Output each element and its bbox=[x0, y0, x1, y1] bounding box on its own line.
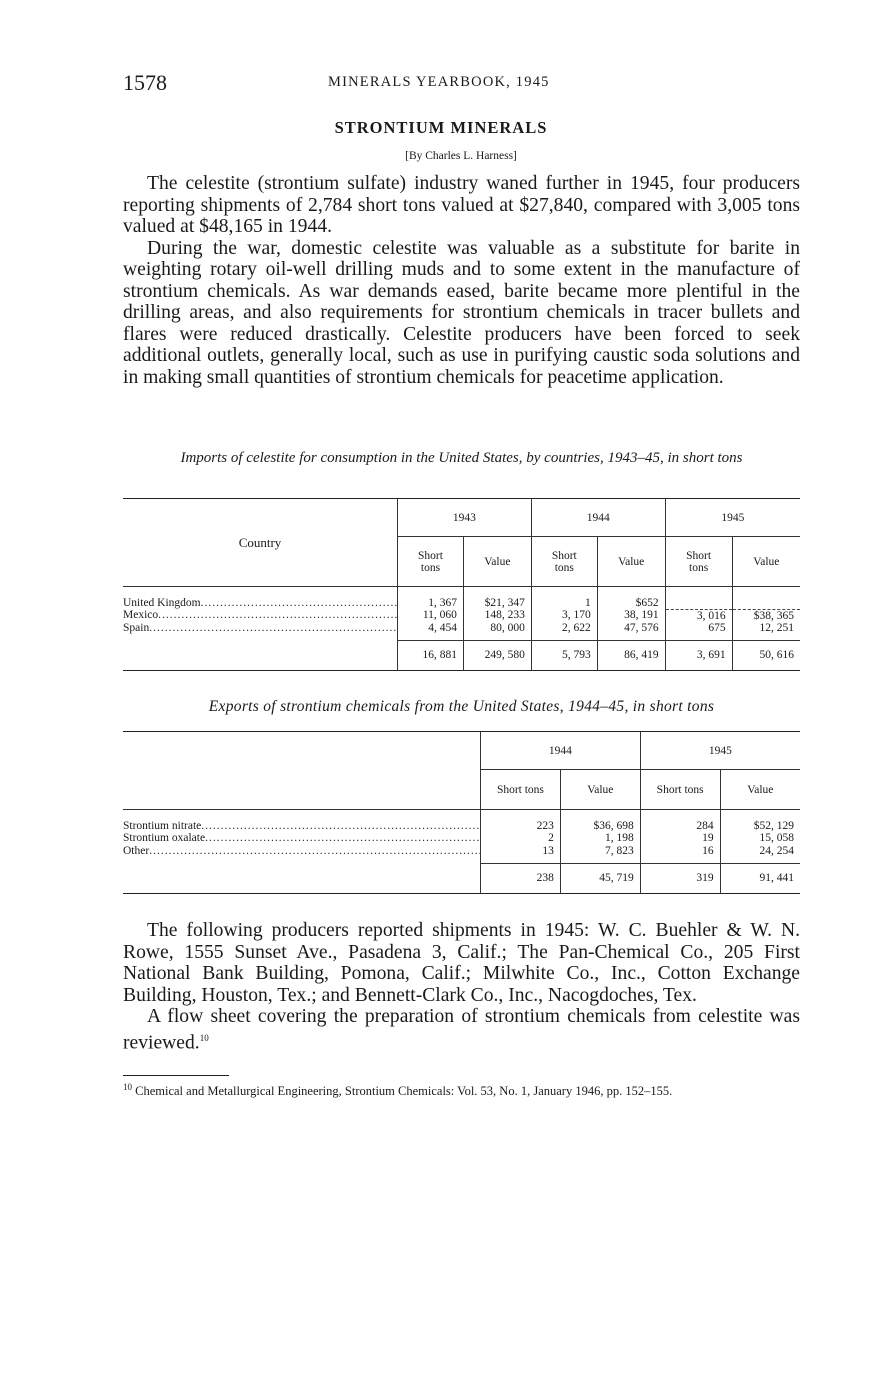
row-label: Strontium nitrate ..... bbox=[123, 820, 481, 833]
cell bbox=[665, 597, 732, 610]
table-row bbox=[123, 832, 800, 845]
row-label: Other ..... bbox=[123, 845, 481, 858]
cell: $38, 365 bbox=[732, 609, 800, 622]
paragraph bbox=[123, 1006, 800, 1054]
exports-table-caption: Exports of strontium chemicals from the United States, 1944–45, in short tons bbox=[208, 698, 715, 715]
year-header: 1945 bbox=[640, 732, 800, 770]
paragraph: During the war, domestic celestite was valuable as a substitute for barite in weighting rotary oil-well drilling muds and to some extent in the manufacture of strontium chemicals. As war demands eased, barite became more plentiful in the drilling areas, and also requirements for strontium chemicals in tracer bullets and flares were reduced drastically. Celestite producers have been forced to seek additional outlets, generally local, such as use in purifying caustic soda solutions and in making small quantities of strontium chemicals for peacetime application. bbox=[123, 237, 800, 388]
row-label: Spain ..... bbox=[123, 622, 398, 635]
cell: 1 bbox=[531, 597, 597, 610]
total-cell: 5, 793 bbox=[531, 641, 597, 671]
article-byline: [By Charles L. Harness] bbox=[405, 150, 517, 162]
table-row bbox=[123, 609, 800, 622]
cell: 13 bbox=[481, 845, 561, 858]
country-header: Country bbox=[123, 499, 398, 587]
year-header: 1944 bbox=[531, 499, 665, 537]
closing-text bbox=[123, 920, 800, 1054]
value-header: Value bbox=[560, 770, 640, 810]
paragraph: The celestite (strontium sulfate) industry waned further in 1945, four producers reporting shipments of 2,784 short tons valued at $27,840, compared with 3,005 tons valued at $48,165 in 1944. bbox=[123, 173, 800, 237]
row-label: United Kingdom ..... bbox=[123, 597, 398, 610]
total-cell: 50, 616 bbox=[732, 641, 800, 671]
cell: 24, 254 bbox=[720, 845, 800, 858]
paragraph-text: A flow sheet covering the preparation of strontium chemicals from celestite was reviewed. bbox=[123, 1006, 800, 1054]
cell: 284 bbox=[640, 820, 720, 833]
table-row bbox=[123, 622, 800, 635]
article-title: STRONTIUM MINERALS bbox=[334, 118, 548, 137]
cell bbox=[732, 597, 800, 610]
cell: $52, 129 bbox=[720, 820, 800, 833]
cell: $652 bbox=[597, 597, 665, 610]
year-header: 1943 bbox=[398, 499, 532, 537]
table-row bbox=[123, 597, 800, 610]
cell: 38, 191 bbox=[597, 609, 665, 622]
cell: 12, 251 bbox=[732, 622, 800, 635]
row-label: Mexico ..... bbox=[123, 609, 398, 622]
table-row bbox=[123, 820, 800, 833]
total-cell: 319 bbox=[640, 863, 720, 893]
table-row bbox=[123, 845, 800, 858]
total-cell: 249, 580 bbox=[463, 641, 531, 671]
cell: 675 bbox=[665, 622, 732, 635]
footnote-divider bbox=[123, 1075, 229, 1076]
cell: 15, 058 bbox=[720, 832, 800, 845]
cell: 11, 060 bbox=[398, 609, 464, 622]
cell: 1, 198 bbox=[560, 832, 640, 845]
value-header: Value bbox=[720, 770, 800, 810]
footnote bbox=[123, 1080, 800, 1098]
total-cell: 45, 719 bbox=[560, 863, 640, 893]
cell: 4, 454 bbox=[398, 622, 464, 635]
value-header: Value bbox=[732, 537, 800, 587]
short-tons-header: Short tons bbox=[398, 537, 464, 587]
cell: 1, 367 bbox=[398, 597, 464, 610]
cell: 80, 000 bbox=[463, 622, 531, 635]
cell: 223 bbox=[481, 820, 561, 833]
cell: 47, 576 bbox=[597, 622, 665, 635]
year-header: 1945 bbox=[665, 499, 800, 537]
row-label: Strontium oxalate ..... bbox=[123, 832, 481, 845]
year-header: 1944 bbox=[481, 732, 641, 770]
short-tons-header: Short tons bbox=[481, 770, 561, 810]
totals-row bbox=[123, 863, 800, 893]
page-header bbox=[123, 70, 798, 98]
cell: 3, 170 bbox=[531, 609, 597, 622]
footnote-marker: 10 bbox=[123, 1082, 132, 1092]
cell: 2, 622 bbox=[531, 622, 597, 635]
value-header: Value bbox=[597, 537, 665, 587]
footnote-ref: 10 bbox=[199, 1032, 209, 1043]
paragraph: The following producers reported shipments in 1945: W. C. Buehler & W. N. Rowe, 1555 Sunset Ave., Pasadena 3, Calif.; The Pan-Chemical Co., 205 First National Bank Building, Pomona, Calif.; Milwhite Co., Inc., Cotton Exchange Building, Houston, Tex.; and Bennett-Clark Co., Inc., Nacogdoches, Tex. bbox=[123, 920, 800, 1006]
total-cell: 238 bbox=[481, 863, 561, 893]
cell: 3, 016 bbox=[665, 609, 732, 622]
footnote-text: Chemical and Metallurgical Engineering, Strontium Chemicals: Vol. 53, No. 1, January 1946, pp. 152–155. bbox=[135, 1084, 673, 1099]
cell: $36, 698 bbox=[560, 820, 640, 833]
cell: 7, 823 bbox=[560, 845, 640, 858]
running-title: MINERALS YEARBOOK, 1945 bbox=[328, 74, 550, 90]
imports-table bbox=[123, 498, 800, 671]
value-header: Value bbox=[463, 537, 531, 587]
cell: 16 bbox=[640, 845, 720, 858]
total-cell: 86, 419 bbox=[597, 641, 665, 671]
total-cell: 3, 691 bbox=[665, 641, 732, 671]
cell: $21, 347 bbox=[463, 597, 531, 610]
short-tons-header: Short tons bbox=[665, 537, 732, 587]
exports-table bbox=[123, 731, 800, 894]
total-cell: 91, 441 bbox=[720, 863, 800, 893]
totals-row bbox=[123, 641, 800, 671]
total-cell: 16, 881 bbox=[398, 641, 464, 671]
imports-table-caption: Imports of celestite for consumption in the United States, by countries, 1943–45, in short tons bbox=[180, 450, 743, 466]
cell: 2 bbox=[481, 832, 561, 845]
intro-text bbox=[123, 173, 800, 388]
short-tons-header: Short tons bbox=[531, 537, 597, 587]
page-number: 1578 bbox=[123, 70, 167, 95]
short-tons-header: Short tons bbox=[640, 770, 720, 810]
cell: 19 bbox=[640, 832, 720, 845]
cell: 148, 233 bbox=[463, 609, 531, 622]
